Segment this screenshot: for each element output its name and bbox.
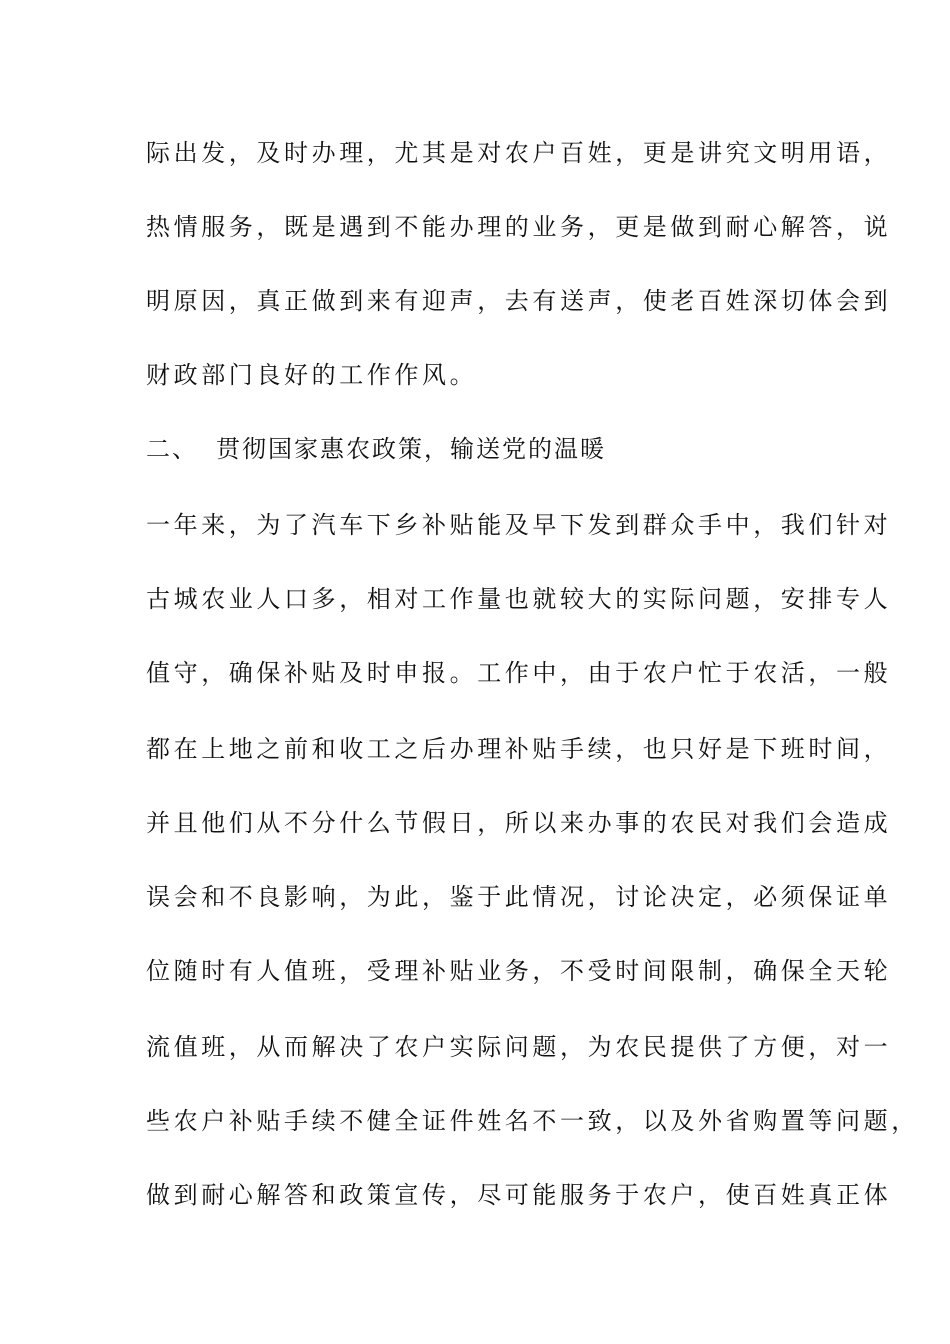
section-heading (146, 434, 606, 464)
paragraph-line: 流值班，从而解决了农户实际问题，为农民提供了方便，对一 (146, 1033, 892, 1061)
paragraph-line: 明原因，真正做到来有迎声，去有送声，使老百姓深切体会到 (146, 287, 892, 315)
paragraph-line: 做到耐心解答和政策宣传，尽可能服务于农户，使百姓真正体 (146, 1181, 892, 1209)
paragraph-line: 都在上地之前和收工之后办理补贴手续，也只好是下班时间， (146, 735, 892, 763)
paragraph-line: 些农户补贴手续不健全证件姓名不一致，以及外省购置等问题， (146, 1107, 919, 1135)
section-number: 二、 (146, 435, 198, 463)
paragraph-line: 财政部门良好的工作作风。 (146, 361, 478, 389)
paragraph-line: 一年来，为了汽车下乡补贴能及早下发到群众手中，我们针对 (146, 511, 892, 539)
paragraph-line: 际出发，及时办理，尤其是对农户百姓，更是讲究文明用语， (146, 139, 892, 167)
paragraph-line: 并且他们从不分什么节假日，所以来办事的农民对我们会造成 (146, 809, 892, 837)
paragraph-line: 值守，确保补贴及时申报。工作中，由于农户忙于农活，一般 (146, 659, 892, 687)
paragraph-line: 位随时有人值班，受理补贴业务，不受时间限制，确保全天轮 (146, 957, 892, 985)
section-title: 贯彻国家惠农政策，输送党的温暖 (216, 435, 606, 463)
paragraph-line: 误会和不良影响，为此，鉴于此情况，讨论决定，必须保证单 (146, 883, 892, 911)
paragraph-line: 热情服务，既是遇到不能办理的业务，更是做到耐心解答，说 (146, 213, 892, 241)
paragraph-line: 古城农业人口多，相对工作量也就较大的实际问题，安排专人 (146, 585, 892, 613)
